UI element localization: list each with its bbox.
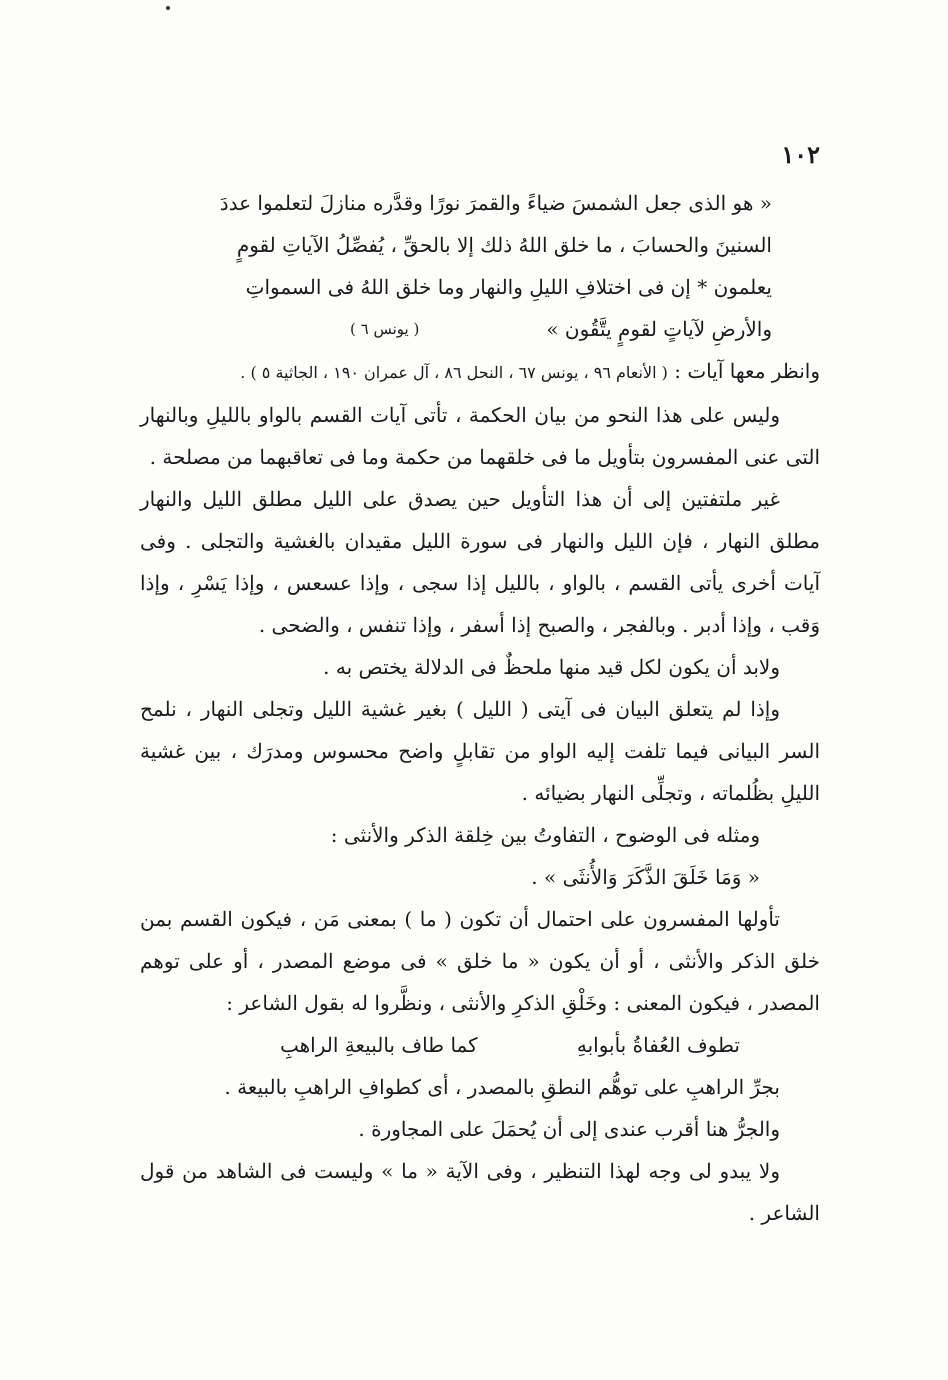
paragraph: غير ملتفتين إلى أن هذا التأويل حين يصدق على الليل مطلق الليل والنهار مطلق النهار ، فإن الليل والنهار فى سورة الليل مقيدان بالغشية والتجلى . وفى آيات أخرى يأتى القسم ، بالواو ، بالليل إذا سجى ، وإذا عسعس ، وإذا يَسْرِ ، وإذا وَقب ، وإذا أدبر . وبالفجر ، والصبح إذا أسفر ، وإذا تنفس ، والضحى .	[140, 487, 820, 637]
paragraph: تأولها المفسرون على احتمال أن تكون ( ما ) بمعنى مَن ، فيكون القسم بمن خلق الذكر والأنثى ، أو أن يكون « ما خلق » فى موضع المصدر ، أو على توهم المصدر ، فيكون المعنى : وخَلْقِ الذكرِ والأنثى ، ونظَّروا له بقول الشاعر :	[140, 907, 820, 1015]
quote-line: والأرضِ لآياتٍ لقومٍ يتَّقُون »	[546, 317, 772, 341]
paragraph: وإذا لم يتعلق البيان فى آيتى ( الليل ) بغير غشية الليل وتجلى النهار ، نلمح السر البيانى فيما تلفت إليه الواو من تقابلٍ واضح محسوس ومدرَك ، بين غشية الليلِ بظُلماته ، وتجلِّى النهار بضيائه .	[140, 697, 820, 805]
quote-line: يعلمون * إن فى اختلافِ الليلِ والنهار وما خلق اللهُ فى السمواتِ	[245, 275, 772, 299]
poetry-hemistich: كما طاف بالبيعةِ الراهبِ	[280, 1033, 478, 1057]
see-also-refs: ( الأنعام ٩٦ ، يونس ٦٧ ، النحل ٨٦ ، آل عمران ١٩٠ ، الجاثية ٥ ) .	[240, 363, 668, 382]
example-verse: « وَمَا خَلَقَ الذَّكَرَ وَالأُنثَى » .	[531, 865, 760, 889]
paragraph: ولابد أن يكون لكل قيد منها ملحظٌ فى الدلالة يختص به .	[323, 655, 780, 679]
after-poetry-line: بجرِّ الراهبِ على توهُّم النطقِ بالمصدر ، أى كطوافِ الراهبِ بالبيعة .	[224, 1075, 780, 1099]
closing-paragraph: ولا يبدو لى وجه لهذا التنظير ، وفى الآية « ما » وليست فى الشاهد من قول الشاعر .	[140, 1159, 820, 1225]
quote-line: « هو الذى جعل الشمسَ ضياءً والقمرَ نورًا وقدَّره منازلَ لتعلموا عددَ	[219, 191, 772, 215]
see-also-line	[140, 350, 820, 394]
paragraph: وليس على هذا النحو من بيان الحكمة ، تأتى آيات القسم بالواو بالليلِ وبالنهار التى عنى المفسرون بتأويل ما فى خلقهما من حكمة وما فى تعاقبهما من مصلحة .	[140, 403, 820, 469]
after-poetry-line: والجرُّ هنا أقرب عندى إلى أن يُحمَلَ على المجاورة .	[358, 1117, 780, 1141]
quote-line: السنينَ والحسابَ ، ما خلق اللهُ ذلك إلا بالحقِّ ، يُفصِّلُ الآياتِ لقومٍ	[236, 233, 772, 257]
poetry-hemistich: تطوف العُفاةُ بأبوابهِ	[576, 1033, 740, 1057]
quranic-quote	[180, 182, 772, 350]
scan-speck	[166, 6, 170, 10]
page-number: ١٠٢	[781, 140, 820, 169]
example-intro: ومثله فى الوضوح ، التفاوتُ بين خِلقة الذكر والأنثى :	[330, 823, 760, 847]
quote-reference: ( يونس ٦ )	[350, 320, 420, 338]
page-body	[140, 182, 820, 1234]
quote-last-line	[180, 308, 772, 350]
see-also-lead: وانظر معها آيات :	[674, 359, 820, 383]
poetry-line	[280, 1024, 740, 1066]
